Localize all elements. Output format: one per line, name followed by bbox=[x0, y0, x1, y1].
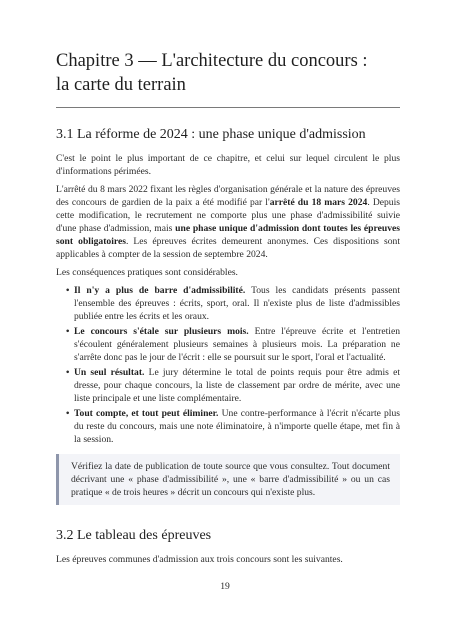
reform-single-phase: une phase unique d'admission dont toutes les épreuves sont obligatoires bbox=[56, 223, 400, 247]
list-item bbox=[66, 284, 400, 323]
reform-text-c: . Depuis cette modification, le recrutement ne comporte plus une phase d'admissibilité suivie d'une phase d'admission, mais bbox=[56, 197, 400, 234]
list-item-title: Le concours s'étale sur plusieurs mois. bbox=[74, 326, 249, 337]
chapter-divider bbox=[56, 107, 400, 108]
section-heading-3-1: 3.1 La réforme de 2024 : une phase unique d'admission bbox=[56, 127, 366, 142]
list-item-title: Un seul résultat. bbox=[74, 367, 145, 378]
reform-text-a: L'arrêté du 8 mars 2022 fixant les règles d'organisation générale et la nature des épreuves des concours de gardien de la paix a été modifié par l' bbox=[56, 184, 400, 208]
section-intro-paragraph: C'est le point le plus important de ce chapitre, et celui sur lequel circulent le plus d'informations périmées. bbox=[56, 153, 400, 177]
reform-text-e: . Les épreuves écrites demeurent anonymes. Ces dispositions sont applicables à compter de la session de septembre 2024. bbox=[56, 236, 400, 260]
list-item-text: Une contre-performance à l'écrit n'écarte plus du reste du concours, mais une note éliminatoire, à n'importe quelle étape, met fin à la session. bbox=[74, 408, 400, 445]
callout-text: Vérifiez la date de publication de toute source que vous consultez. Tout document décrivant une « phase d'admissibilité », une « barre d'admissibilité » ou un cas pratique « de trois heures » décrit un concours qui n'existe plus. bbox=[71, 461, 390, 498]
list-item-text: Entre l'épreuve écrite et l'entretien s'écoulent généralement plusieurs semaines à plusieurs mois. La préparation ne s'arrête donc pas le jour de l'écrit : elle se poursuit sur le sport, l'oral et l'actualité. bbox=[74, 326, 401, 363]
reform-paragraph bbox=[56, 183, 400, 261]
warning-callout bbox=[56, 454, 400, 505]
chapter-title-line-1: Chapitre 3 — L'architecture du concours : bbox=[56, 51, 368, 71]
page-number: 19 bbox=[220, 581, 230, 592]
list-item-text: Le jury détermine le total de points requis pour être admis et dresse, pour chaque concours, la liste de classement par ordre de mérite, avec une liste principale et une liste complémentaire. bbox=[74, 367, 400, 404]
list-item bbox=[66, 407, 400, 446]
list-item-text: Tous les candidats présents passent l'ensemble des épreuves : écrits, sport, oral. Il n'existe plus de liste d'admissibles publiée entre les écrits et les oraux. bbox=[74, 285, 401, 322]
section-heading-3-2: 3.2 Le tableau des épreuves bbox=[56, 528, 212, 543]
list-item-title: Il n'y a plus de barre d'admissibilité. bbox=[74, 285, 246, 296]
consequences-paragraph: Les conséquences pratiques sont considérables. bbox=[56, 267, 238, 278]
list-item-title: Tout compte, et tout peut éliminer. bbox=[74, 408, 219, 419]
consequences-list bbox=[56, 284, 400, 446]
chapter-title bbox=[56, 0, 400, 97]
chapter-title-line-2: la carte du terrain bbox=[56, 75, 186, 95]
reform-decree-date: arrêté du 18 mars 2024 bbox=[269, 197, 368, 208]
list-item bbox=[66, 325, 400, 364]
list-item bbox=[66, 366, 400, 405]
section-2-intro-paragraph: Les épreuves communes d'admission aux trois concours sont les suivantes. bbox=[56, 554, 343, 565]
